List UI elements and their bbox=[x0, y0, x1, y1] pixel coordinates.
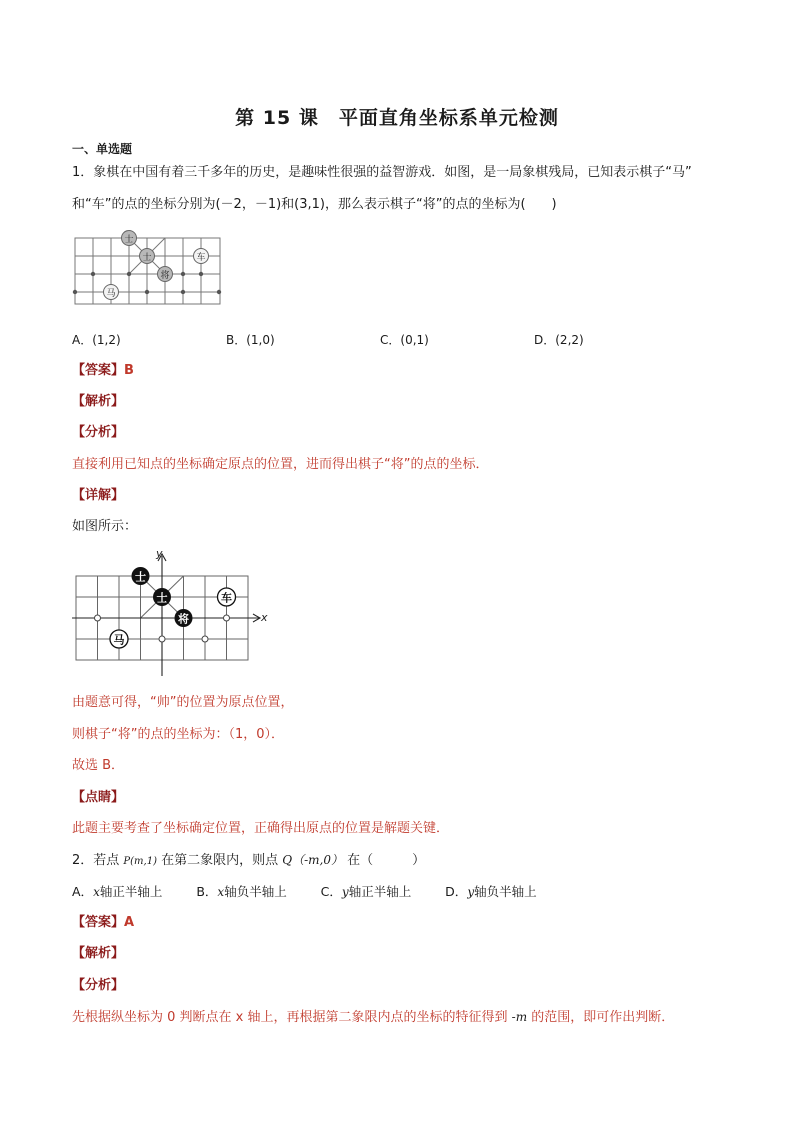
q2-fenxi-tag: 【分析】 bbox=[72, 978, 125, 993]
piece-che-label: 车 bbox=[221, 591, 232, 605]
q2-option-a: A．x轴正半轴上 bbox=[72, 884, 163, 899]
question-1-line-2: 和“车”的点的坐标分别为(－2，－1)和(3,1)，那么表示棋子“将”的点的坐标为( ) bbox=[72, 197, 557, 212]
piece-shi-middle-label: 士 bbox=[156, 591, 168, 605]
y-axis-label: y bbox=[156, 547, 163, 560]
piece-che bbox=[194, 249, 209, 264]
piece-ma bbox=[104, 285, 119, 300]
q1-option-c: C．(0,1) bbox=[380, 333, 429, 347]
piece-shi-top bbox=[132, 567, 150, 585]
q2-option-c: C．y轴正半轴上 bbox=[320, 884, 412, 899]
point-q: Q（-m,0） bbox=[282, 853, 344, 867]
piece-shi-middle-label: 士 bbox=[142, 253, 152, 263]
chess-board-axes-figure bbox=[72, 546, 272, 676]
q2-answer: 【答案】A bbox=[72, 915, 135, 930]
piece-jiang-label: 将 bbox=[178, 612, 189, 626]
q1-option-d: D．(2,2) bbox=[534, 333, 584, 347]
piece-che-label: 车 bbox=[196, 253, 206, 263]
q1-xiangjie-tag: 【详解】 bbox=[72, 488, 125, 503]
piece-ma-label: 马 bbox=[113, 633, 125, 647]
q1-option-a: A．(1,2) bbox=[72, 333, 121, 347]
question-1-line-1: 1．象棋在中国有着三千多年的历史，是趣味性很强的益智游戏．如图，是一局象棋残局，已知表示棋子“马” bbox=[72, 165, 692, 180]
q2-options bbox=[72, 883, 537, 901]
q1-dianjing-text: 此题主要考查了坐标确定位置，正确得出原点的位置是解题关键． bbox=[72, 821, 450, 836]
page-title: 第 15 课 平面直角坐标系单元检测 bbox=[235, 107, 559, 129]
point-p: P(m,1) bbox=[123, 856, 157, 867]
section-heading: 一、单选题 bbox=[72, 142, 133, 156]
piece-shi-top-label: 士 bbox=[124, 235, 134, 245]
piece-jiang-label: 将 bbox=[160, 271, 170, 281]
q2-option-d: D．y轴负半轴上 bbox=[445, 884, 537, 899]
q2-option-b: B．x轴负半轴上 bbox=[196, 884, 287, 899]
piece-shi-top-label: 士 bbox=[135, 570, 146, 584]
q1-fenxi-text: 直接利用已知点的坐标确定原点的位置，进而得出棋子“将”的点的坐标． bbox=[72, 457, 489, 472]
q1-step-2: 则棋子“将”的点的坐标为：（1，0）． bbox=[72, 727, 285, 742]
chess-board-figure bbox=[72, 228, 224, 308]
q1-step-1: 由题意可得，“帅”的位置为原点位置， bbox=[72, 695, 294, 710]
piece-jiang bbox=[158, 267, 173, 282]
q1-xiangjie-text: 如图所示： bbox=[72, 519, 138, 534]
q1-jiexi-tag: 【解析】 bbox=[72, 394, 125, 409]
q2-fenxi-text: 先根据纵坐标为 0 判断点在 x 轴上，再根据第二象限内点的坐标的特征得到 -m 的范围，即可作出判断． bbox=[72, 1010, 675, 1025]
piece-shi-middle bbox=[153, 588, 171, 606]
piece-ma bbox=[110, 630, 128, 648]
piece-shi-middle bbox=[140, 249, 155, 264]
q2-jiexi-tag: 【解析】 bbox=[72, 946, 125, 961]
question-2-stem: 2．若点 P(m,1) 在第二象限内，则点 Q（-m,0） 在（ ） bbox=[72, 853, 426, 868]
piece-shi-top bbox=[122, 231, 137, 246]
q1-fenxi-tag: 【分析】 bbox=[72, 425, 125, 440]
piece-jiang bbox=[175, 609, 193, 627]
x-axis-label: x bbox=[261, 611, 268, 624]
q1-option-b: B．(1,0) bbox=[226, 333, 275, 347]
piece-ma-label: 马 bbox=[106, 289, 116, 299]
piece-che bbox=[218, 588, 236, 606]
q1-dianjing-tag: 【点睛】 bbox=[72, 790, 125, 805]
q1-step-3: 故选 B． bbox=[72, 758, 125, 773]
q1-answer: 【答案】B bbox=[72, 363, 134, 378]
